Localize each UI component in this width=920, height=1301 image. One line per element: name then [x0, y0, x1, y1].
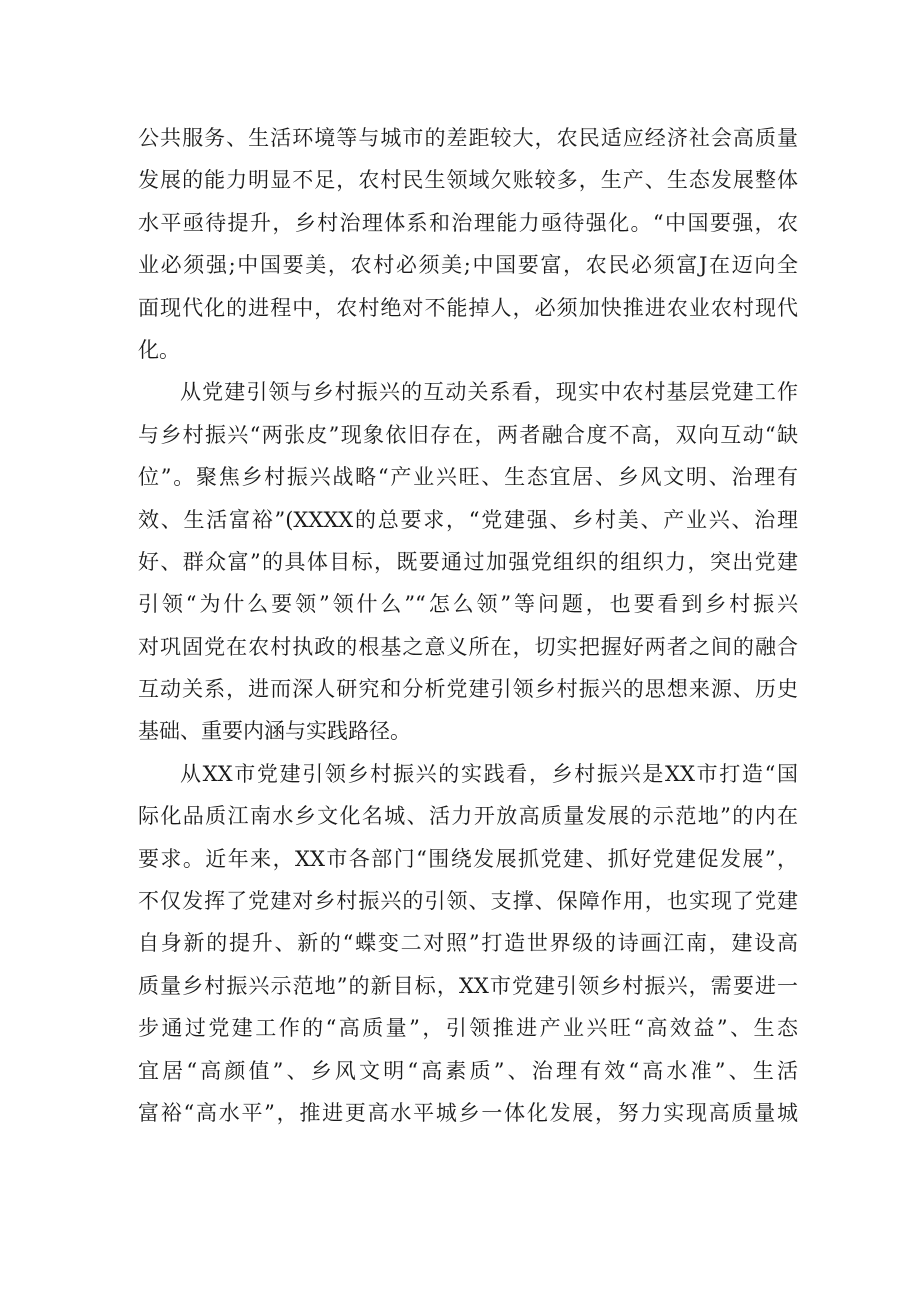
text-line: 效、生活富裕”(XXXX的总要求，“党建强、乡村美、产业兴、治理 — [138, 507, 798, 532]
text-line: 不仅发挥了党建对乡村振兴的引领、支撑、保障作用，也实现了党建 — [138, 889, 798, 914]
text-line: 基础、重要内涵与实践路径。 — [138, 719, 411, 744]
text-line: 业必须强;中国要美，农村必须美;中国要富，农民必须富J在迈向全 — [138, 253, 798, 278]
text-line: 对巩固党在农村执政的根基之意义所在，切实把握好两者之间的融合 — [138, 634, 798, 659]
document-body — [138, 117, 798, 1134]
paragraph-2 — [138, 371, 798, 753]
text-line: 自身新的提升、新的“蝶变二对照”打造世界级的诗画江南，建设高 — [138, 931, 798, 956]
text-line: 化。 — [138, 337, 180, 362]
text-line: 水平亟待提升，乡村治理体系和治理能力亟待强化。“中国要强，农 — [138, 210, 798, 235]
text-line: 富裕“高水平”，推进更高水平城乡一体化发展，努力实现高质量城 — [138, 1100, 798, 1125]
text-line: 际化品质江南水乡文化名城、活力开放高质量发展的示范地”的内在 — [138, 804, 798, 829]
text-line: 从XX市党建引领乡村振兴的实践看，乡村振兴是XX市打造“国 — [180, 761, 798, 786]
text-line: 宜居“高颜值”、乡风文明“高素质”、治理有效“高水准”、生活 — [138, 1058, 798, 1083]
text-line: 步通过党建工作的“高质量”，引领推进产业兴旺“高效益”、生态 — [138, 1016, 798, 1041]
text-line: 公共服务、生活环境等与城市的差距较大，农民适应经济社会高质量 — [138, 126, 798, 150]
text-line: 位”。聚焦乡村振兴战略“产业兴旺、生态宜居、乡风文明、治理有 — [138, 465, 798, 490]
text-line: 面现代化的进程中，农村绝对不能掉人，必须加快推进农业农村现代 — [138, 295, 798, 320]
paragraph-3 — [138, 753, 798, 1135]
text-line: 与乡村振兴“两张皮”现象依旧存在，两者融合度不高，双向互动“缺 — [138, 422, 798, 447]
text-line: 引领“为什么要领”领什么”“怎么领”等问题，也要看到乡村振兴 — [138, 592, 798, 617]
text-line: 发展的能力明显不足，农村民生领域欠账较多，生产、生态发展整体 — [138, 168, 798, 193]
text-line: 质量乡村振兴示范地”的新目标，XX市党建引领乡村振兴，需要进一 — [138, 973, 798, 998]
text-line: 从党建引领与乡村振兴的互动关系看，现实中农村基层党建工作 — [180, 380, 798, 405]
text-line: 好、群众富”的具体目标，既要通过加强党组织的组织力，突出党建 — [138, 549, 798, 574]
paragraph-1 — [138, 117, 798, 371]
text-line: 互动关系，进而深人研究和分析党建引领乡村振兴的思想来源、历史 — [138, 677, 798, 702]
text-line: 要求。近年来，XX市各部门“围绕发展抓党建、抓好党建促发展”， — [138, 846, 798, 871]
